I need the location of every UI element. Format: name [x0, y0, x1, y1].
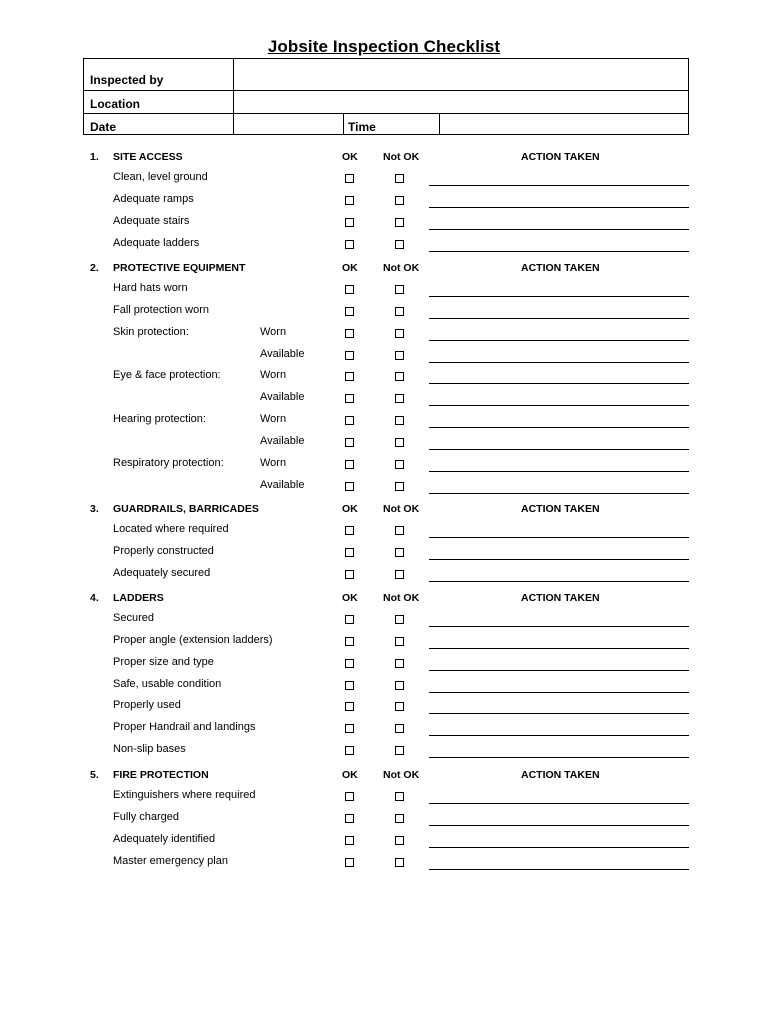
- page-title: Jobsite Inspection Checklist: [267, 37, 501, 56]
- action-taken-column-header: ACTION TAKEN: [521, 262, 600, 274]
- not-ok-column-header: Not OK: [383, 151, 420, 163]
- action-taken-line[interactable]: [429, 427, 689, 428]
- not-ok-checkbox[interactable]: [395, 240, 404, 249]
- not-ok-checkbox[interactable]: [395, 836, 404, 845]
- checklist-item-label: Adequately identified: [113, 832, 216, 845]
- not-ok-checkbox[interactable]: [395, 482, 404, 491]
- section-title: SITE ACCESS: [113, 151, 183, 163]
- ok-column-header: OK: [342, 503, 358, 515]
- section-title: GUARDRAILS, BARRICADES: [113, 503, 259, 515]
- checklist-item-sublabel: Worn: [260, 413, 287, 426]
- not-ok-checkbox[interactable]: [395, 460, 404, 469]
- not-ok-checkbox[interactable]: [395, 724, 404, 733]
- section-number: 1.: [90, 151, 99, 163]
- action-taken-line[interactable]: [429, 296, 689, 297]
- ok-checkbox[interactable]: [345, 482, 354, 491]
- not-ok-checkbox[interactable]: [395, 746, 404, 755]
- time-label: Time: [348, 120, 376, 134]
- ok-checkbox[interactable]: [345, 570, 354, 579]
- not-ok-column-header: Not OK: [383, 592, 420, 604]
- action-taken-line[interactable]: [429, 537, 689, 538]
- ok-checkbox[interactable]: [345, 659, 354, 668]
- action-taken-line[interactable]: [429, 713, 689, 714]
- not-ok-checkbox[interactable]: [395, 615, 404, 624]
- not-ok-checkbox[interactable]: [395, 307, 404, 316]
- not-ok-checkbox[interactable]: [395, 858, 404, 867]
- ok-checkbox[interactable]: [345, 218, 354, 227]
- action-taken-line[interactable]: [429, 847, 689, 848]
- not-ok-checkbox[interactable]: [395, 329, 404, 338]
- header-divider-horizontal: [84, 90, 688, 91]
- header-divider-vertical: [233, 59, 234, 134]
- action-taken-column-header: ACTION TAKEN: [521, 503, 600, 515]
- checklist-item-sublabel: Available: [260, 347, 305, 360]
- checklist-item-label: Skin protection:: [113, 325, 189, 338]
- checklist-item-label: Master emergency plan: [113, 854, 228, 867]
- checklist-item-label: Adequately secured: [113, 566, 211, 579]
- checklist-item-label: Properly used: [113, 699, 181, 712]
- action-taken-line[interactable]: [429, 648, 689, 649]
- action-taken-line[interactable]: [429, 735, 689, 736]
- action-taken-line[interactable]: [429, 383, 689, 384]
- action-taken-column-header: ACTION TAKEN: [521, 151, 600, 163]
- not-ok-checkbox[interactable]: [395, 570, 404, 579]
- ok-checkbox[interactable]: [345, 814, 354, 823]
- checklist-item-label: Fall protection worn: [113, 303, 209, 316]
- checklist-item-label: Proper Handrail and landings: [113, 721, 256, 734]
- action-taken-line[interactable]: [429, 692, 689, 693]
- checklist-item-sublabel: Available: [260, 434, 305, 447]
- checklist-item-label: Hearing protection:: [113, 413, 206, 426]
- ok-checkbox[interactable]: [345, 240, 354, 249]
- header-divider-vertical: [439, 113, 440, 134]
- action-taken-column-header: ACTION TAKEN: [521, 592, 600, 604]
- ok-column-header: OK: [342, 151, 358, 163]
- action-taken-line[interactable]: [429, 626, 689, 627]
- checklist-item-label: Eye & face protection:: [113, 369, 221, 382]
- not-ok-checkbox[interactable]: [395, 548, 404, 557]
- checklist-item-label: Clean, level ground: [113, 171, 208, 183]
- time-field[interactable]: [441, 115, 687, 133]
- ok-column-header: OK: [342, 769, 358, 781]
- action-taken-line[interactable]: [429, 670, 689, 671]
- checklist-item-label: Hard hats worn: [113, 282, 188, 294]
- ok-checkbox[interactable]: [345, 702, 354, 711]
- checklist-item-label: Extinguishers where required: [113, 789, 256, 801]
- action-taken-line[interactable]: [429, 207, 689, 208]
- not-ok-checkbox[interactable]: [395, 681, 404, 690]
- checklist-item-label: Non-slip bases: [113, 743, 186, 756]
- header-divider-vertical: [343, 113, 344, 134]
- checklist-item-label: Proper size and type: [113, 655, 214, 668]
- not-ok-checkbox[interactable]: [395, 814, 404, 823]
- checklist-item-label: Adequate stairs: [113, 214, 190, 227]
- checklist-item-label: Safe, usable condition: [113, 677, 222, 690]
- action-taken-line[interactable]: [429, 757, 689, 758]
- checklist-item-label: Secured: [113, 612, 154, 624]
- ok-checkbox[interactable]: [345, 615, 354, 624]
- ok-checkbox[interactable]: [345, 526, 354, 535]
- ok-checkbox[interactable]: [345, 174, 354, 183]
- checklist-item-sublabel: Worn: [260, 369, 287, 382]
- action-taken-line[interactable]: [429, 185, 689, 186]
- not-ok-checkbox[interactable]: [395, 416, 404, 425]
- checklist-item-label: Fully charged: [113, 810, 180, 823]
- ok-checkbox[interactable]: [345, 792, 354, 801]
- action-taken-line[interactable]: [429, 559, 689, 560]
- not-ok-column-header: Not OK: [383, 262, 420, 274]
- not-ok-checkbox[interactable]: [395, 285, 404, 294]
- action-taken-column-header: ACTION TAKEN: [521, 769, 600, 781]
- ok-checkbox[interactable]: [345, 438, 354, 447]
- not-ok-checkbox[interactable]: [395, 702, 404, 711]
- ok-checkbox[interactable]: [345, 681, 354, 690]
- not-ok-checkbox[interactable]: [395, 196, 404, 205]
- checklist-item-label: Adequate ladders: [113, 236, 200, 249]
- not-ok-checkbox[interactable]: [395, 372, 404, 381]
- checklist-item-label: Proper angle (extension ladders): [113, 633, 273, 646]
- ok-column-header: OK: [342, 262, 358, 274]
- date-label: Date: [90, 120, 117, 134]
- action-taken-line[interactable]: [429, 340, 689, 341]
- not-ok-checkbox[interactable]: [395, 438, 404, 447]
- checklist-item-label: Adequate ramps: [113, 192, 194, 205]
- action-taken-line[interactable]: [429, 229, 689, 230]
- ok-checkbox[interactable]: [345, 285, 354, 294]
- checklist-item-sublabel: Worn: [260, 456, 287, 469]
- checklist-item-sublabel: Available: [260, 391, 305, 404]
- not-ok-checkbox[interactable]: [395, 659, 404, 668]
- action-taken-line[interactable]: [429, 405, 689, 406]
- ok-checkbox[interactable]: [345, 394, 354, 403]
- date-field[interactable]: [235, 115, 342, 133]
- checklist-item-sublabel: Worn: [260, 325, 287, 338]
- ok-checkbox[interactable]: [345, 460, 354, 469]
- section-number: 5.: [90, 769, 99, 781]
- action-taken-line[interactable]: [429, 471, 689, 472]
- inspected-by-label: Inspected by: [90, 73, 164, 87]
- action-taken-line[interactable]: [429, 825, 689, 826]
- section-number: 4.: [90, 592, 99, 604]
- not-ok-checkbox[interactable]: [395, 174, 404, 183]
- section-title: FIRE PROTECTION: [113, 769, 209, 781]
- ok-checkbox[interactable]: [345, 746, 354, 755]
- not-ok-checkbox[interactable]: [395, 394, 404, 403]
- action-taken-line[interactable]: [429, 318, 689, 319]
- location-field[interactable]: [235, 92, 687, 112]
- inspected-by-field[interactable]: [235, 60, 687, 89]
- section-title: LADDERS: [113, 592, 164, 604]
- ok-checkbox[interactable]: [345, 836, 354, 845]
- ok-checkbox[interactable]: [345, 416, 354, 425]
- action-taken-line[interactable]: [429, 869, 689, 870]
- checklist-item-label: Properly constructed: [113, 544, 214, 557]
- not-ok-checkbox[interactable]: [395, 526, 404, 535]
- section-title: PROTECTIVE EQUIPMENT: [113, 262, 246, 274]
- action-taken-line[interactable]: [429, 581, 689, 582]
- action-taken-line[interactable]: [429, 493, 689, 494]
- ok-checkbox[interactable]: [345, 196, 354, 205]
- location-label: Location: [90, 97, 140, 111]
- checklist-item-label: Respiratory protection:: [113, 456, 224, 469]
- not-ok-column-header: Not OK: [383, 503, 420, 515]
- ok-checkbox[interactable]: [345, 724, 354, 733]
- ok-checkbox[interactable]: [345, 858, 354, 867]
- checklist-item-sublabel: Available: [260, 478, 305, 491]
- not-ok-checkbox[interactable]: [395, 218, 404, 227]
- not-ok-checkbox[interactable]: [395, 351, 404, 360]
- not-ok-checkbox[interactable]: [395, 792, 404, 801]
- ok-checkbox[interactable]: [345, 372, 354, 381]
- action-taken-line[interactable]: [429, 251, 689, 252]
- ok-checkbox[interactable]: [345, 329, 354, 338]
- ok-checkbox[interactable]: [345, 351, 354, 360]
- section-number: 2.: [90, 262, 99, 274]
- ok-checkbox[interactable]: [345, 637, 354, 646]
- not-ok-checkbox[interactable]: [395, 637, 404, 646]
- header-divider-horizontal: [84, 113, 688, 114]
- action-taken-line[interactable]: [429, 449, 689, 450]
- inspection-header-table: [83, 58, 689, 135]
- ok-checkbox[interactable]: [345, 307, 354, 316]
- ok-checkbox[interactable]: [345, 548, 354, 557]
- section-number: 3.: [90, 503, 99, 515]
- action-taken-line[interactable]: [429, 362, 689, 363]
- action-taken-line[interactable]: [429, 803, 689, 804]
- checklist-item-label: Located where required: [113, 523, 229, 535]
- not-ok-column-header: Not OK: [383, 769, 420, 781]
- ok-column-header: OK: [342, 592, 358, 604]
